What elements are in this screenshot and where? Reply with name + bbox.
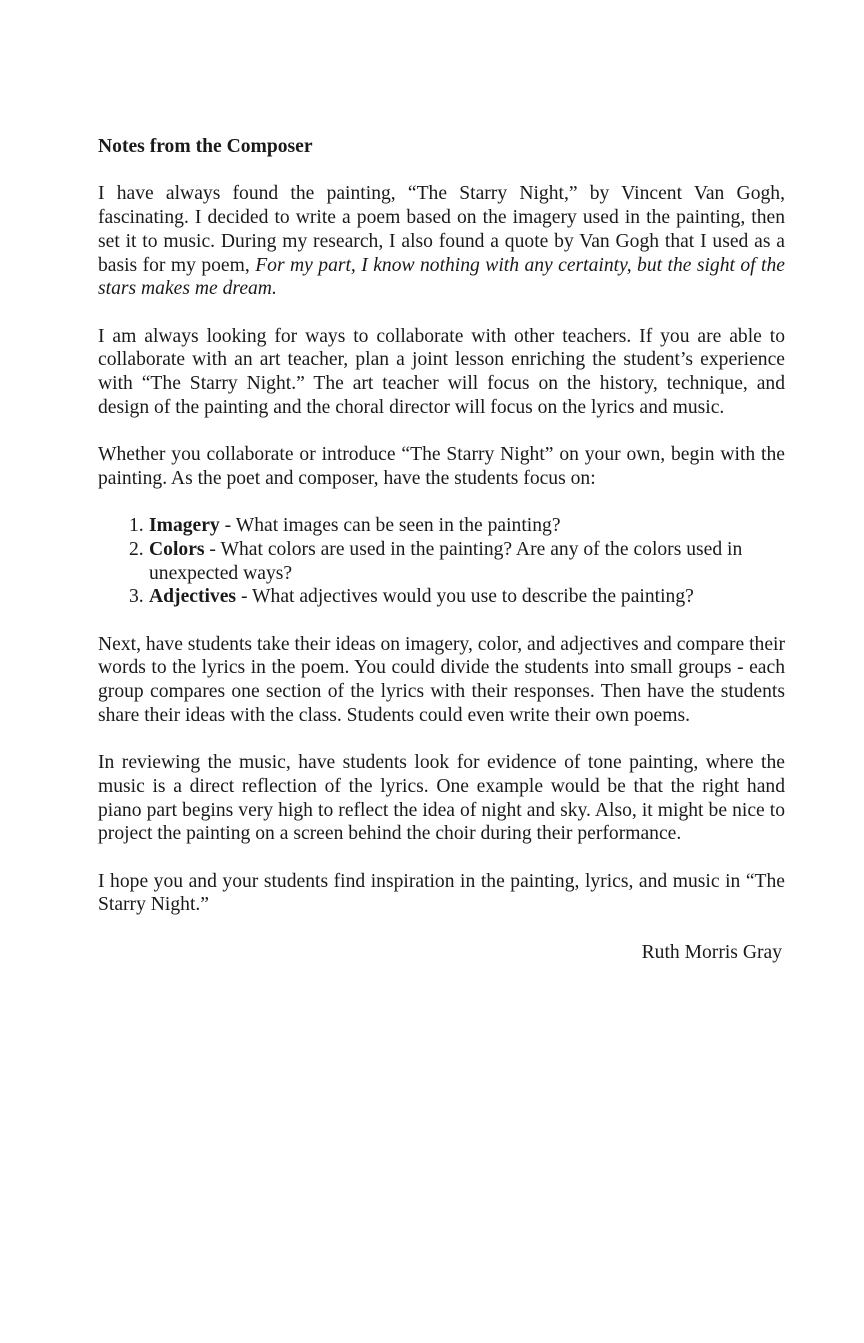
focus-item-number: 3. xyxy=(129,586,144,608)
paragraph-intro xyxy=(98,182,785,301)
focus-item-term: Adjectives xyxy=(149,586,237,608)
focus-item-description: - What colors are used in the painting? Are any of the colors used in unexpected ways? xyxy=(149,538,743,584)
paragraph-intro-text: I have always found the painting, “The Starry Night,” by Vincent Van Gogh, fascinating. I decided to write a poem based on the imagery used in the painting, then set it to music. During my research, I also found a quote by Van Gogh that I used as a basis for my poem, xyxy=(98,183,785,276)
author-signature: Ruth Morris Gray xyxy=(641,941,782,963)
focus-list-item xyxy=(129,538,785,585)
paragraph-compare-lyrics: Next, have students take their ideas on imagery, color, and adjectives and compare their words to the lyrics in the poem. You could divide the students into small groups - each group compares one section of the lyrics with their responses. Then have the students share their ideas with the class. Students could even write their own poems. xyxy=(98,633,785,726)
paragraph-tone-painting: In reviewing the music, have students look for evidence of tone painting, where the music is a direct reflection of the lyrics. One example would be that the right hand piano part begins very high to reflect the idea of night and sky. Also, it might be nice to project the painting on a screen behind the choir during their performance. xyxy=(98,752,785,845)
document-page xyxy=(98,135,785,964)
focus-item-number: 1. xyxy=(129,515,144,537)
focus-item-description: - What images can be seen in the painting? xyxy=(219,515,561,537)
focus-item-term: Colors xyxy=(149,538,205,560)
van-gogh-quote: For my part, I know nothing with any certainty, but the sight of the stars makes me dream. xyxy=(98,254,785,300)
document-title: Notes from the Composer xyxy=(98,136,313,157)
focus-item-number: 2. xyxy=(129,538,144,560)
focus-list-item xyxy=(129,585,785,609)
paragraph-begin-with-painting: Whether you collaborate or introduce “The Starry Night” on your own, begin with the painting. As the poet and composer, have the students focus on: xyxy=(98,444,785,489)
focus-list xyxy=(98,514,785,609)
focus-item-term: Imagery xyxy=(149,515,220,537)
paragraph-closing: I hope you and your students find inspiration in the painting, lyrics, and music in “The Starry Night.” xyxy=(98,870,785,916)
focus-item-description: - What adjectives would you use to describe the painting? xyxy=(236,586,694,608)
focus-list-item xyxy=(129,514,785,538)
paragraph-collaboration: I am always looking for ways to collaborate with other teachers. If you are able to collaborate with an art teacher, plan a joint lesson enriching the student’s experience with “The Starry Night.” The art teacher will focus on the history, technique, and design of the painting and the choral director will focus on the lyrics and music. xyxy=(98,325,785,418)
